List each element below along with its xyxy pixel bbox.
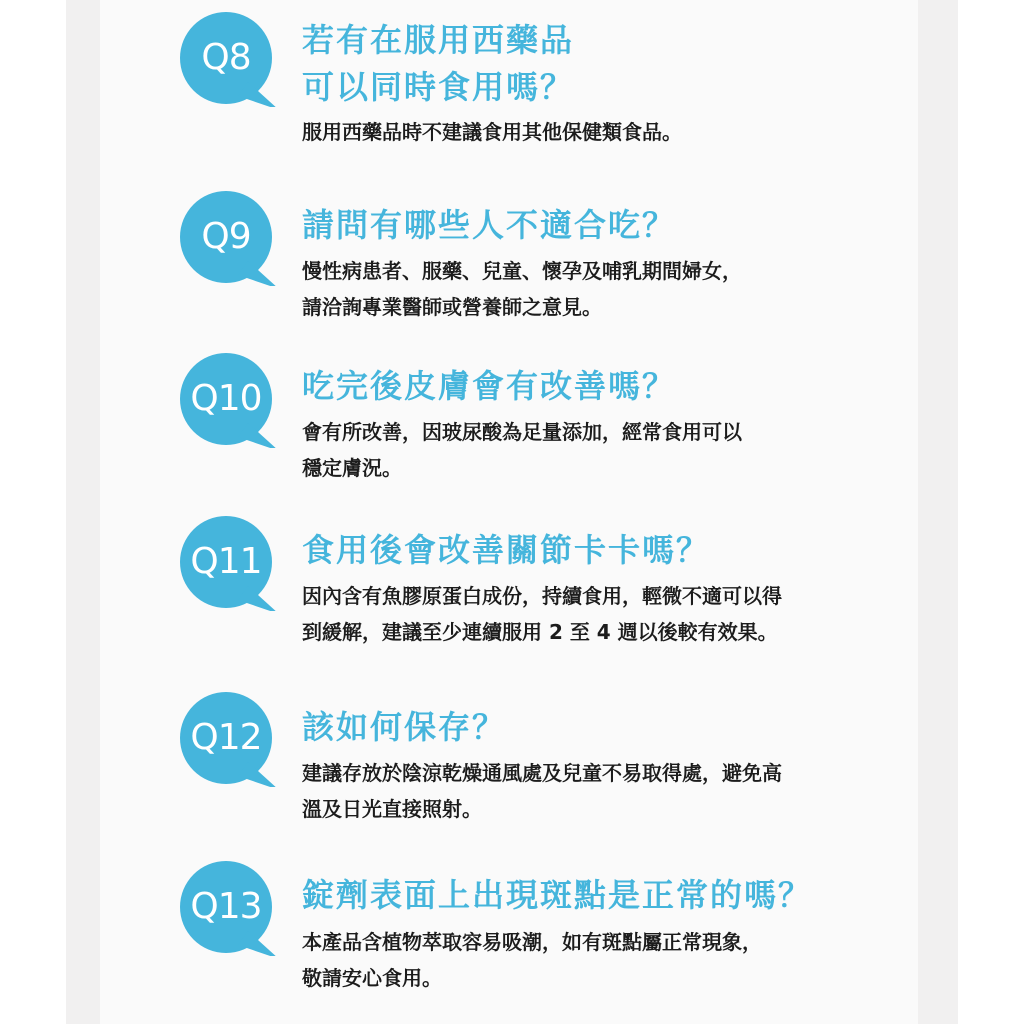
answer-text-line: 慢性病患者、服藥、兒童、懷孕及哺乳期間婦女， <box>302 259 742 283</box>
answer-text-line: 穩定膚況。 <box>302 456 402 480</box>
question-title-line: 食用後會改善關節卡卡嗎？ <box>302 531 711 569</box>
answer-text-line: 會有所改善，因玻尿酸為足量添加，經常食用可以 <box>302 420 742 444</box>
question-bubble-icon <box>180 861 280 956</box>
question-title-line: 該如何保存？ <box>302 708 507 746</box>
question-number: Q10 <box>190 378 262 419</box>
question-title-line: 可以同時食用嗎？ <box>302 68 575 106</box>
answer-text-line: 溫及日光直接照射。 <box>302 797 482 821</box>
question-bubble-icon <box>180 191 280 286</box>
question-title-line: 若有在服用西藥品 <box>302 21 575 59</box>
question-number: Q13 <box>190 886 262 927</box>
question-number: Q9 <box>201 216 251 257</box>
question-number: Q12 <box>190 717 262 758</box>
answer-text-line: 服用西藥品時不建議食用其他保健類食品。 <box>302 120 682 144</box>
answer-text-line: 本產品含植物萃取容易吸潮，如有斑點屬正常現象， <box>302 930 762 954</box>
question-bubble-icon <box>180 516 280 611</box>
question-title-line: 吃完後皮膚會有改善嗎？ <box>302 367 677 405</box>
question-number: Q8 <box>201 37 251 78</box>
question-bubble-icon <box>180 353 280 448</box>
answer-text-line: 敬請安心食用。 <box>302 966 442 990</box>
answer-text-line: 建議存放於陰涼乾燥通風處及兒童不易取得處，避免高 <box>302 761 782 785</box>
question-bubble-icon <box>180 692 280 787</box>
question-title-line: 錠劑表面上出現斑點是正常的嗎？ <box>302 876 813 914</box>
question-number: Q11 <box>190 541 262 582</box>
question-title-line: 請問有哪些人不適合吃？ <box>302 206 677 244</box>
answer-text-line: 因內含有魚膠原蛋白成份，持續食用，輕微不適可以得 <box>302 584 782 608</box>
answer-text-line: 到緩解，建議至少連續服用 2 至 4 週以後較有效果。 <box>302 620 778 644</box>
answer-text-line: 請洽詢專業醫師或營養師之意見。 <box>302 295 602 319</box>
question-bubble-icon <box>180 12 280 107</box>
